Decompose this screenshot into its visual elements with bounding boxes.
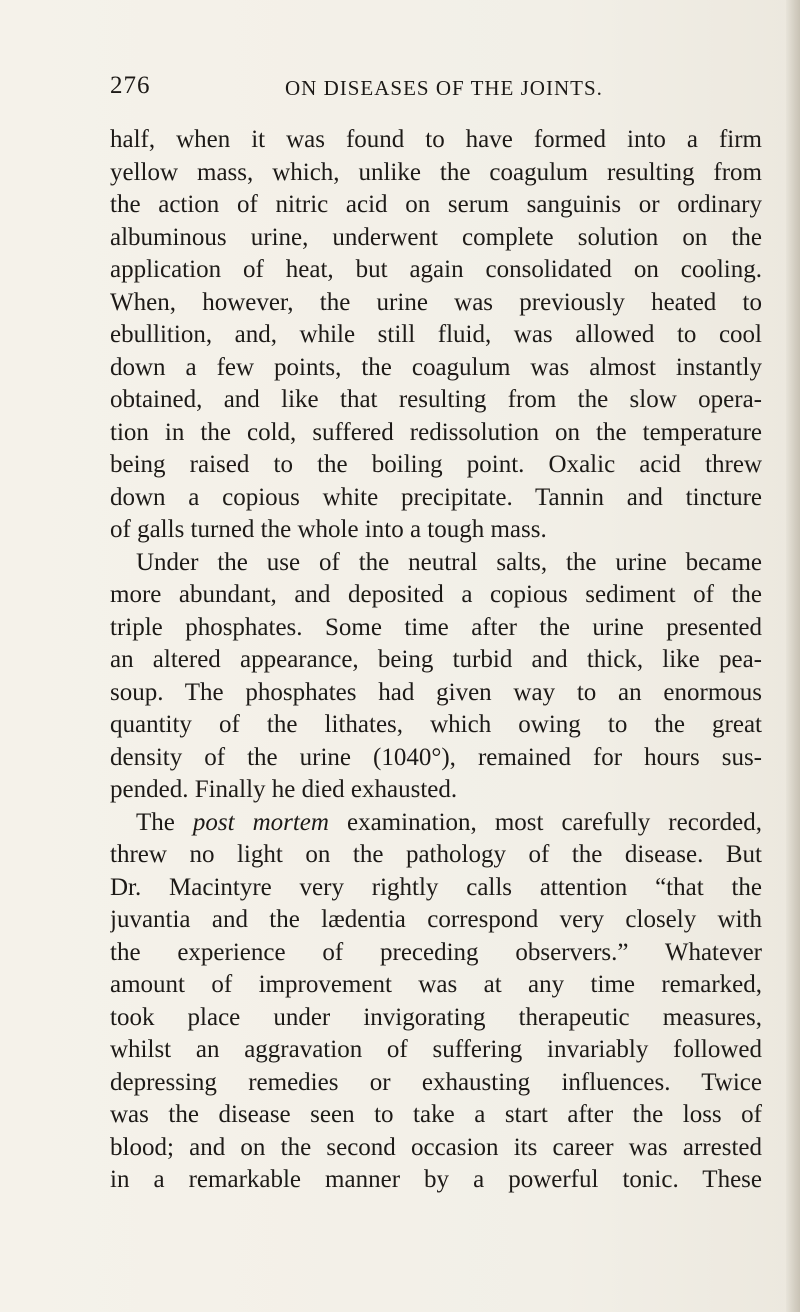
text-line: depressing remedies or exhausting influences. Twice <box>110 1068 762 1096</box>
text-line-with-italic <box>110 807 762 840</box>
text-line: being raised to the boiling point. Oxalic acid threw <box>110 451 762 478</box>
text-line: soup. The phosphates had given way to an enormous <box>110 678 762 706</box>
text-line: Under the use of the neutral salts, the urine became <box>136 548 762 576</box>
text-line: took place under invigorating therapeutic measures, <box>110 1003 762 1031</box>
italic-phrase: post mortem <box>192 808 329 836</box>
text-line: in a remarkable manner by a powerful tonic. These <box>110 1166 762 1193</box>
text-line: pended. Finally he died exhausted. <box>110 776 458 803</box>
text-line-rest: examination, most carefully recorded, <box>346 808 762 836</box>
text-line: yellow mass, which, unlike the coagulum resulting from <box>110 158 762 186</box>
text-line: down a copious white precipitate. Tannin and tincture <box>110 483 762 511</box>
text-line: amount of improvement was at any time remarked, <box>110 971 762 998</box>
body-text <box>110 124 762 1197</box>
text-line: half, when it was found to have formed into a firm <box>110 126 762 153</box>
text-line: whilst an aggravation of suffering invariably followed <box>110 1036 762 1063</box>
text-line: the action of nitric acid on serum sanguinis or ordinary <box>110 191 762 218</box>
text-line: the experience of preceding observers.” Whatever <box>110 938 762 966</box>
text-line: density of the urine (1040°), remained for hours sus- <box>110 743 762 771</box>
text-line: was the disease seen to take a start after the loss of <box>110 1101 762 1128</box>
page-header <box>110 72 750 112</box>
text-line: triple phosphates. Some time after the urine presented <box>110 613 762 641</box>
running-title: ON DISEASES OF THE JOINTS. <box>285 76 603 100</box>
text-line: down a few points, the coagulum was almost instantly <box>110 353 762 381</box>
text-line: blood; and on the second occasion its career was arrested <box>110 1133 762 1161</box>
text-line: more abundant, and deposited a copious sediment of the <box>110 581 762 608</box>
text-line: application of heat, but again consolidated on cooling. <box>110 256 762 283</box>
text-line: of galls turned the whole into a tough mass. <box>110 516 547 543</box>
text-line: obtained, and like that resulting from the slow opera- <box>110 386 762 413</box>
text-line: threw no light on the pathology of the disease. But <box>110 841 762 868</box>
text-line: tion in the cold, suffered redissolution on the temperature <box>110 418 762 446</box>
text-line: Dr. Macintyre very rightly calls attention “that the <box>110 873 762 901</box>
text-line: When, however, the urine was previously heated to <box>110 288 762 316</box>
text-line: an altered appearance, being turbid and thick, like pea- <box>110 646 762 673</box>
text-line: albuminous urine, underwent complete solution on the <box>110 223 762 251</box>
page-number: 276 <box>110 72 151 99</box>
text-line: quantity of the lithates, which owing to the great <box>110 711 762 738</box>
italic-lead: The <box>136 808 175 836</box>
page-edge-shadow <box>786 0 800 1312</box>
text-line: ebullition, and, while still fluid, was allowed to cool <box>110 321 762 348</box>
text-line: juvantia and the lædentia correspond very closely with <box>110 906 762 933</box>
